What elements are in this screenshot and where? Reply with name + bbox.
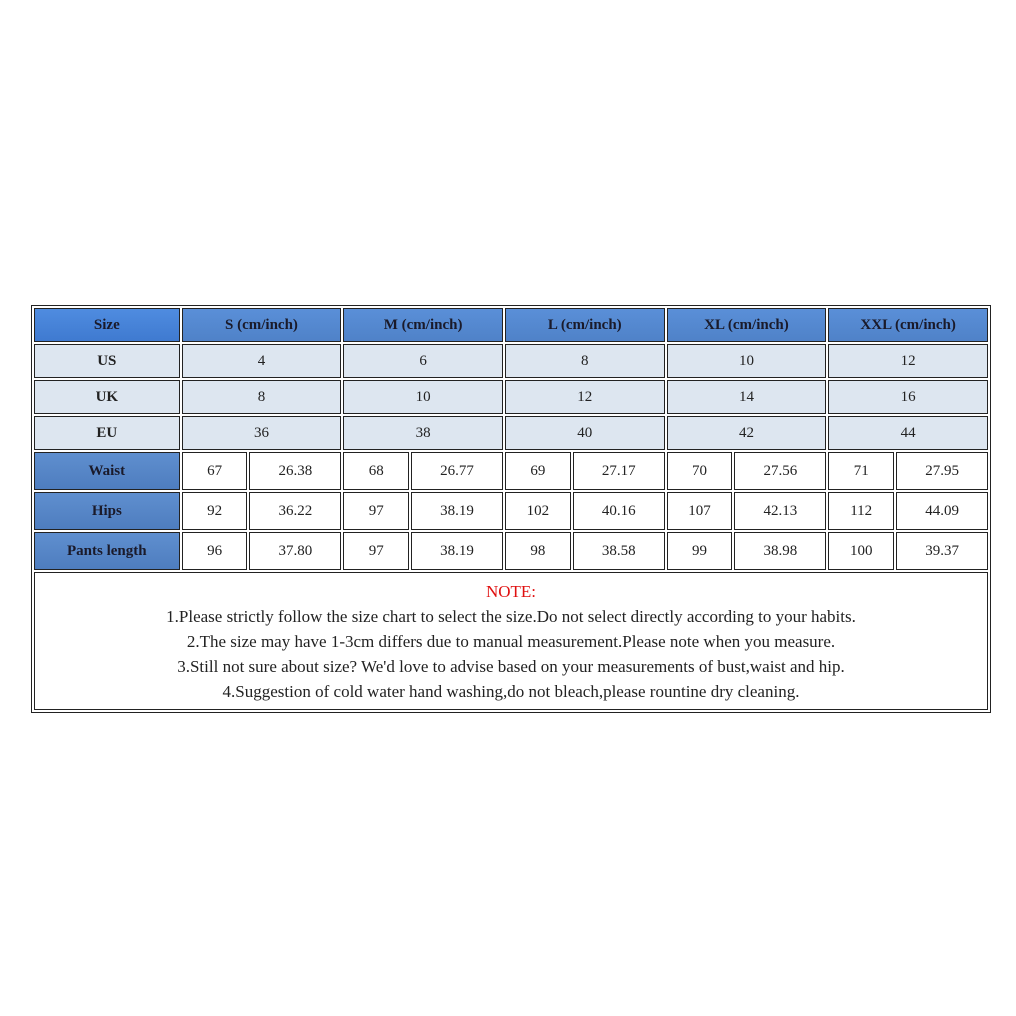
size-value: 14 [667, 380, 827, 414]
size-value: 36 [182, 416, 342, 450]
inch-value: 38.19 [411, 532, 503, 570]
size-value: 10 [343, 380, 503, 414]
inch-value: 26.77 [411, 452, 503, 490]
size-row [34, 380, 988, 414]
size-chart-table [31, 305, 991, 713]
header-size-column: S (cm/inch) [182, 308, 342, 342]
inch-value: 42.13 [734, 492, 826, 530]
measurement-row [34, 492, 988, 530]
header-size-column: M (cm/inch) [343, 308, 503, 342]
inch-value: 36.22 [249, 492, 341, 530]
size-value: 6 [343, 344, 503, 378]
inch-value: 40.16 [573, 492, 665, 530]
cm-value: 92 [182, 492, 248, 530]
cm-value: 99 [667, 532, 733, 570]
row-label: UK [34, 380, 180, 414]
cm-value: 71 [828, 452, 894, 490]
measurement-row [34, 452, 988, 490]
inch-value: 27.95 [896, 452, 988, 490]
size-value: 8 [505, 344, 665, 378]
cm-value: 112 [828, 492, 894, 530]
cm-value: 102 [505, 492, 571, 530]
cm-value: 100 [828, 532, 894, 570]
cm-value: 97 [343, 492, 409, 530]
header-size-column: L (cm/inch) [505, 308, 665, 342]
inch-value: 26.38 [249, 452, 341, 490]
row-label: Hips [34, 492, 180, 530]
inch-value: 39.37 [896, 532, 988, 570]
cm-value: 68 [343, 452, 409, 490]
note-row [34, 572, 988, 710]
inch-value: 38.19 [411, 492, 503, 530]
inch-value: 44.09 [896, 492, 988, 530]
note-line: 3.Still not sure about size? We'd love to advise based on your measurements of bust,waist and hip. [177, 656, 845, 676]
note-title: NOTE: [485, 581, 537, 601]
note-line: 1.Please strictly follow the size chart to select the size.Do not select directly according to your habits. [166, 606, 856, 626]
header-size-column: XL (cm/inch) [667, 308, 827, 342]
inch-value: 38.98 [734, 532, 826, 570]
size-value: 4 [182, 344, 342, 378]
row-label: Waist [34, 452, 180, 490]
size-value: 10 [667, 344, 827, 378]
size-row [34, 344, 988, 378]
inch-value: 27.17 [573, 452, 665, 490]
note-line: 2.The size may have 1-3cm differs due to manual measurement.Please note when you measure. [186, 631, 836, 651]
note-cell [34, 572, 988, 710]
inch-value: 27.56 [734, 452, 826, 490]
size-value: 38 [343, 416, 503, 450]
cm-value: 98 [505, 532, 571, 570]
cm-value: 96 [182, 532, 248, 570]
inch-value: 37.80 [249, 532, 341, 570]
size-row [34, 416, 988, 450]
row-label: Pants length [34, 532, 180, 570]
cm-value: 97 [343, 532, 409, 570]
header-size-column: XXL (cm/inch) [828, 308, 988, 342]
cm-value: 107 [667, 492, 733, 530]
size-value: 8 [182, 380, 342, 414]
note-line: 4.Suggestion of cold water hand washing,do not bleach,please rountine dry cleaning. [222, 681, 800, 701]
inch-value: 38.58 [573, 532, 665, 570]
cm-value: 70 [667, 452, 733, 490]
size-value: 16 [828, 380, 988, 414]
row-label: US [34, 344, 180, 378]
header-row [34, 308, 988, 342]
header-size-label: Size [34, 308, 180, 342]
size-value: 44 [828, 416, 988, 450]
measurement-row [34, 532, 988, 570]
size-value: 40 [505, 416, 665, 450]
size-value: 12 [505, 380, 665, 414]
size-value: 42 [667, 416, 827, 450]
cm-value: 67 [182, 452, 248, 490]
row-label: EU [34, 416, 180, 450]
cm-value: 69 [505, 452, 571, 490]
size-value: 12 [828, 344, 988, 378]
